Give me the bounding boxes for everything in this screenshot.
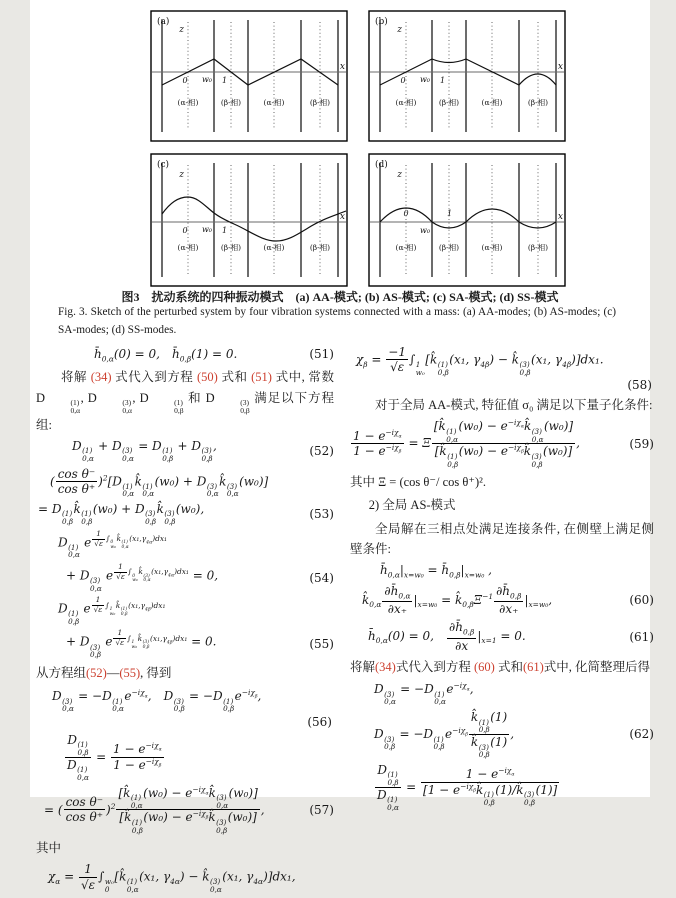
equation-body: $\frac{1 - e^{-i\chi_\alpha}}{1 - e^{-i\chi_\beta}}$ = Ξ [k̂ (1) 0,α $(w_0) - e^{-i\chi_\alpha}k̂$ (3) 0,α (w₀)] [k̂ (1) 0,β $(w_0) - e^{-i\chi_\beta}k̂$ (3) 0,β (w₀)] ,: [353, 418, 580, 469]
tick-w0: w₀: [419, 226, 431, 235]
tick-1: 1: [222, 76, 228, 85]
equation-60-line1: [350, 563, 654, 579]
tick-1: 1: [447, 209, 453, 218]
equation-52: [36, 439, 334, 463]
tick-w0: w₀: [419, 75, 430, 84]
phase-label-alpha: (α-相): [481, 98, 503, 107]
citation-ref[interactable]: (61): [522, 659, 544, 674]
x-axis-label: x: [557, 62, 563, 72]
citation-ref[interactable]: (50): [196, 370, 218, 385]
phase-label-beta: (β-相): [220, 98, 242, 107]
citation-ref[interactable]: (60): [473, 659, 495, 674]
equation-62-line2: [350, 710, 654, 759]
equation-number: (53): [309, 506, 334, 521]
figure-panel-as: [368, 10, 566, 142]
equation-53-line2: [36, 502, 334, 526]
phase-label-beta: (β-相): [438, 243, 460, 252]
equation-body: D (1) 0,α e $^{\frac{1}{√\varepsilon} \int 0 w_0 k̂ (1) 0,\alpha (x_1,\gamma_{4\alpha})dx_1}$: [58, 528, 168, 560]
tick-1: 1: [222, 226, 228, 235]
equation-59: [350, 419, 654, 468]
x-axis-label: x: [557, 212, 563, 222]
tick-1: 1: [440, 76, 446, 85]
tick-0: 0: [182, 76, 188, 85]
citation-ref[interactable]: (52): [86, 665, 107, 680]
equation-57-line2: [36, 786, 334, 835]
equation-60-line2: [350, 584, 654, 617]
phase-label-alpha: (α-相): [481, 243, 503, 252]
equation-body: ( $\frac{\text{cos θ⁻}}{\text{cos θ⁺}}$ )$^2$[D (1) 0,α k̂ (1) 0,α (w₀) + D (3) 0,α k̂ (3) 0,α (w₀)]: [50, 466, 269, 499]
paragraph: 对于全局 AA-模式, 特征值 σ₀ 满足以下量子化条件:: [375, 398, 653, 413]
figure-caption-english: Fig. 3. Sketch of the perturbed system by four vibration systems connected with a mass: (a) AA-modes; (b) AS-modes; (c) SA-modes; (d) SS-modes.: [58, 306, 616, 336]
paragraph: 其中 Ξ = (cos θ⁻/ cos θ⁺)².: [350, 475, 487, 490]
equation-56: [36, 687, 334, 713]
phase-label-beta: (β-相): [527, 243, 549, 252]
left-column: [36, 341, 334, 898]
equation-body: + D (3) 0,α e $^{\frac{1}{√\varepsilon} \int 0 w_0 k̂ (3) 0,\alpha (x_1,\gamma_{4\alpha})dx_1}$ = 0,: [66, 561, 219, 593]
phase-label-alpha: (α-相): [395, 98, 417, 107]
z-axis-label: z: [179, 25, 184, 35]
figure-panel-sa: [150, 153, 348, 287]
equation-body: + D (3) 0,β e $^{\frac{1}{√\varepsilon} \int 1 w_0 k̂ (3) 0,\beta (x_1,\gamma_{4\beta})dx_1}$ = 0.: [66, 628, 217, 660]
paragraph: 将解 (34) 式代入到方程 (50) 式和 (51) 式中, 常数 D (1) 0,α , D (3) 0,α , D (1) 0,β 和 D (3) 0,β 满足以下方程组:: [36, 370, 334, 432]
figure-panel-aa: [150, 10, 348, 142]
equation-body: D (3) 0,α = −D (1) 0,α $e^{-i\chi_\alpha}$,: [374, 681, 474, 707]
equation-number: (61): [629, 629, 654, 644]
phase-label-beta: (β-相): [309, 243, 331, 252]
equation-body: D (3) 0,β = −D (1) 0,β $e^{-i\chi_\beta}$ k̂ (1) 0,β (1) k̂ (3) 0,β (1) ,: [374, 710, 515, 760]
equation-number: (60): [629, 592, 654, 607]
equation-body: D (1) 0,α + D (3) 0,α = D (1) 0,β + D (3) 0,β ,: [72, 438, 217, 463]
equation-number: (58): [627, 378, 652, 393]
equation-body: $h̄_{0,\alpha}(0) = 0$, $\frac{\partial h̄_{0,\beta}}{\partial x}$ $|_{x=1} = 0$.: [368, 620, 526, 653]
tick-0: 0: [182, 226, 188, 235]
equation-body: $\chi_\beta$ = $\frac{-1}{√\varepsilon}$ ∫ 1 w₀ [k̂ (1) 0,β (x₁, $\gamma_{4\beta}$) − k̂ (3) 0,β (x₁, $\gamma_{4\beta})]dx_1$.: [356, 345, 604, 377]
figure-caption-chinese: 图3 扰动系统的四种振动模式 (a) AA-模式; (b) AS-模式; (c) SA-模式; (d) SS-模式: [121, 290, 559, 304]
tick-0: 0: [400, 76, 406, 85]
tick-w0: w₀: [201, 75, 212, 84]
equation-number: (52): [309, 443, 334, 458]
x-axis-label: x: [339, 62, 345, 72]
equation-body: = D (1) 0,β k̂ (1) 0,β (w₀) + D (3) 0,β k̂ (3) 0,β (w₀),: [38, 501, 205, 527]
panel-label: (c): [157, 160, 170, 170]
phase-label-beta: (β-相): [527, 98, 549, 107]
phase-label-alpha: (α-相): [263, 243, 285, 252]
z-axis-label: z: [179, 170, 184, 180]
equation-55-line2: [36, 629, 334, 658]
tick-0: 0: [403, 209, 409, 218]
equation-chi-beta: [350, 345, 654, 376]
equation-51: [36, 345, 334, 363]
equation-55-line1: [36, 596, 334, 625]
panel-label: (b): [375, 17, 388, 27]
phase-label-beta: (β-相): [220, 243, 242, 252]
equation-body: = ( $\frac{\text{cos θ⁻}}{\text{cos θ⁺}}$ )$^2$ [k̂ (1) 0,α $(w_0) - e^{-i\chi_\alpha}k̂$ (3) 0,α (w₀)] [k̂ (1) 0,β $(w_0) - e^{-i\chi_\beta}k̂$ (3) 0,β (w₀)] ,: [44, 784, 265, 835]
phase-label-beta: (β-相): [309, 98, 331, 107]
equation-body: D (1) 0,β D (1) 0,α = $\frac{1 - e^{-i\chi_\alpha}}{1 - e^{-i\chi_\beta}}$: [67, 732, 162, 782]
equation-number: (56): [307, 714, 332, 729]
tick-w0: w₀: [201, 225, 212, 234]
z-axis-label: z: [397, 170, 402, 180]
paragraph: 全局解在三相点处满足连接条件, 在侧壁上满足侧壁条件:: [350, 521, 654, 556]
equation-54-line2: [36, 563, 334, 592]
equation-body: D (3) 0,α = −D (1) 0,α $e^{-i\chi_\alpha}$, D (3) 0,β = −D (1) 0,β $e^{-i\chi_\beta}$,: [52, 688, 262, 714]
equation-body: D (1) 0,β D (1) 0,α = $1 - e^{-i\chi_\alpha}$ [$1 - e^{-i\chi_\beta}k̂$ (1) 0,β (1)/k̂ (3) 0,β (1)]: [377, 762, 558, 812]
equation-62-line3: [350, 763, 654, 812]
phase-label-alpha: (α-相): [395, 243, 417, 252]
z-axis-label: z: [397, 25, 402, 35]
equation-body: $h̄_{0,\alpha}(0) = 0$, $h̄_{0,\beta}(1) = 0$.: [94, 347, 238, 364]
equation-number: (57): [309, 802, 334, 817]
citation-ref[interactable]: (34): [90, 370, 112, 385]
equation-53-line1: [36, 467, 334, 498]
equation-number: (55): [309, 637, 334, 652]
equation-number: (59): [629, 436, 654, 451]
equation-number: (51): [309, 347, 334, 362]
phase-label-beta: (β-相): [438, 98, 460, 107]
citation-ref[interactable]: (55): [119, 665, 141, 680]
citation-ref[interactable]: (51): [251, 370, 272, 385]
phase-label-alpha: (α-相): [177, 98, 199, 107]
where-label: 其中: [36, 841, 62, 856]
equation-chi-alpha: [36, 862, 334, 893]
phase-center-dotted-lines: [406, 165, 538, 275]
equation-number: (54): [309, 570, 334, 585]
equation-54-line1: [36, 530, 334, 559]
panel-label: (d): [375, 160, 388, 170]
phase-center-dotted-lines: [188, 165, 320, 275]
equation-body: $\chi_\alpha$ = $\frac{1}{√\varepsilon}$ ∫ w₀ 0 [k̂ (1) 0,α (x₁, $\gamma_{4\alpha}$) − k̂ (3) 0,α (x₁, $\gamma_{4\alpha})]dx_1$,: [48, 862, 296, 895]
equation-57-line1: [36, 733, 334, 782]
panel-label: (a): [157, 17, 170, 27]
equation-body: $h̄_{0,\alpha}|_{x=w_0}$ = $h̄_{0,\beta}|_{x=w_0}$ ,: [380, 563, 492, 580]
phase-label-alpha: (α-相): [177, 243, 199, 252]
equation-number: (62): [629, 727, 654, 742]
equation-body: D (1) 0,β e $^{\frac{1}{√\varepsilon} \int 1 w_0 k̂ (1) 0,\beta (x_1,\gamma_{4\beta})dx_1}$: [58, 595, 166, 626]
paragraph: 将解(34)式代入到方程 (60) 式和(61)式中, 化简整理后得: [350, 659, 651, 674]
equation-61: [350, 620, 654, 653]
x-axis-label: x: [339, 212, 345, 222]
equation-62-line1: [350, 681, 654, 706]
paragraph: 从方程组(52)—(55), 得到: [36, 665, 172, 680]
sa-mode-waveform: [162, 197, 346, 241]
citation-ref[interactable]: (34): [375, 659, 396, 674]
figure-panel-ss: [368, 153, 566, 287]
phase-label-alpha: (α-相): [263, 98, 285, 107]
equation-body: $k̂_{0,\alpha}$ $\frac{\partial h̄_{0,\alpha}}{\partial x_+}$ $|_{x=w_0}$ = $k̂_{0,\beta}\Xi^{-1}$ $\frac{\partial h̄_{0,\beta}}{\partial x_+}$ $|_{x=w_0}$,: [362, 583, 553, 616]
right-column: [350, 341, 654, 815]
section-heading-as-modes: 2) 全局 AS-模式: [368, 498, 456, 513]
